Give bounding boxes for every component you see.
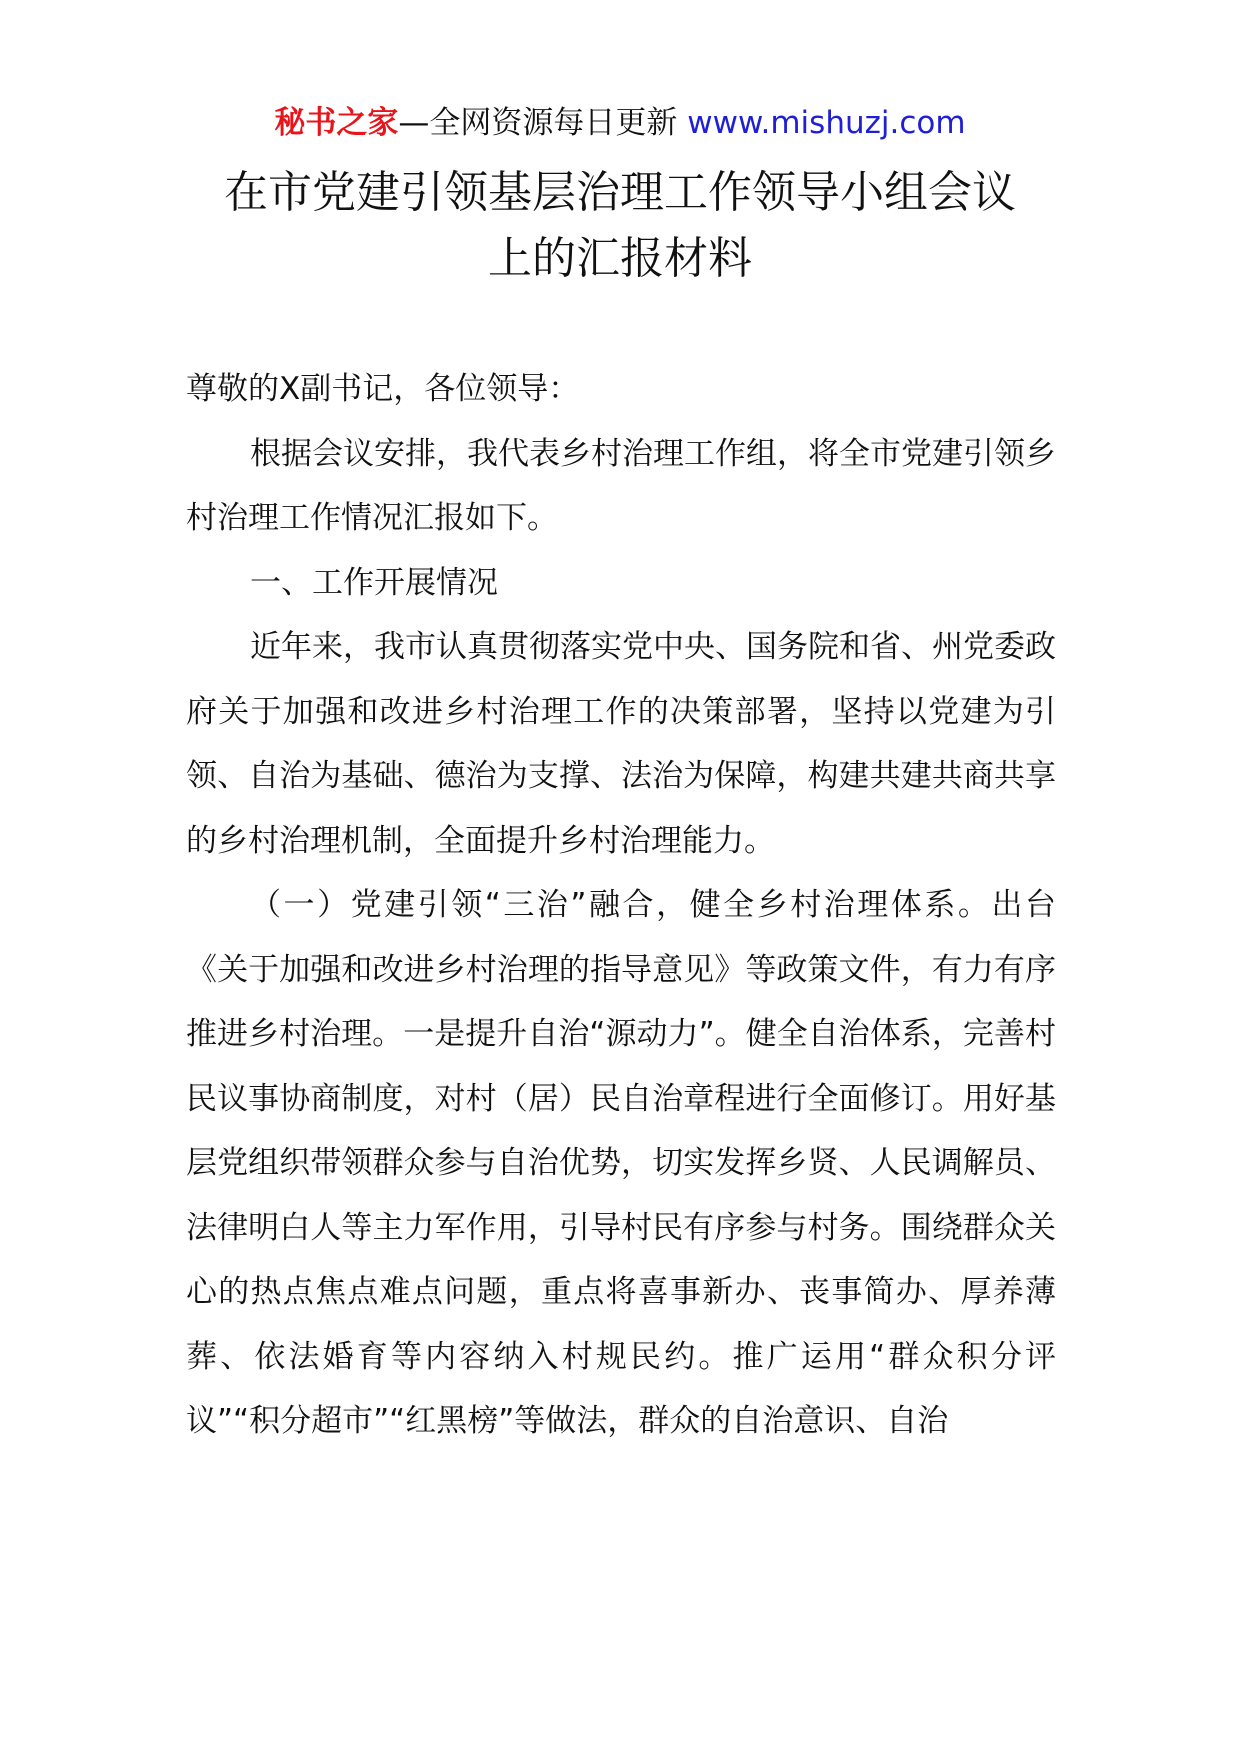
document-body: [186, 357, 1056, 1454]
paragraph-intro: 根据会议安排，我代表乡村治理工作组，将全市党建引领乡村治理工作情况汇报如下。: [186, 435, 1056, 536]
header-url[interactable]: www.mishuzj.com: [687, 105, 966, 141]
header-brand: 秘书之家: [274, 105, 399, 141]
document-title: [150, 160, 1090, 292]
watermark-header: [0, 101, 1240, 145]
title-line-1: 在市党建引领基层治理工作领导小组会议: [224, 167, 1016, 218]
paragraph-subsection-1: （一）党建引领“三治”融合，健全乡村治理体系。出台《关于加强和改进乡村治理的指导意见》等政策文件，有力有序推进乡村治理。一是提升自治“源动力”。健全自治体系，完善村民议事协商制度，对村（居）民自治章程进行全面修订。用好基层党组织带领群众参与自治优势，切实发挥乡贤、人民调解员、法律明白人等主力军作用，引导村民有序参与村务。围绕群众关心的热点焦点难点问题，重点将喜事新办、丧事简办、厚养薄葬、依法婚育等内容纳入村规民约。推广运用“群众积分评议”“积分超市”“红黑榜”等做法，群众的自治意识、自治: [186, 887, 1056, 1439]
section-heading: 一、工作开展情况: [250, 564, 498, 601]
paragraph-overview: 近年来，我市认真贯彻落实党中央、国务院和省、州党委政府关于加强和改进乡村治理工作的决策部署，坚持以党建为引领、自治为基础、德治为支撑、法治为保障，构建共建共商共享的乡村治理机制，全面提升乡村治理能力。: [186, 629, 1056, 859]
header-slogan: —全网资源每日更新: [398, 105, 688, 141]
salutation: 尊敬的X副书记，各位领导：: [186, 371, 580, 407]
title-line-2: 上的汇报材料: [488, 233, 752, 284]
